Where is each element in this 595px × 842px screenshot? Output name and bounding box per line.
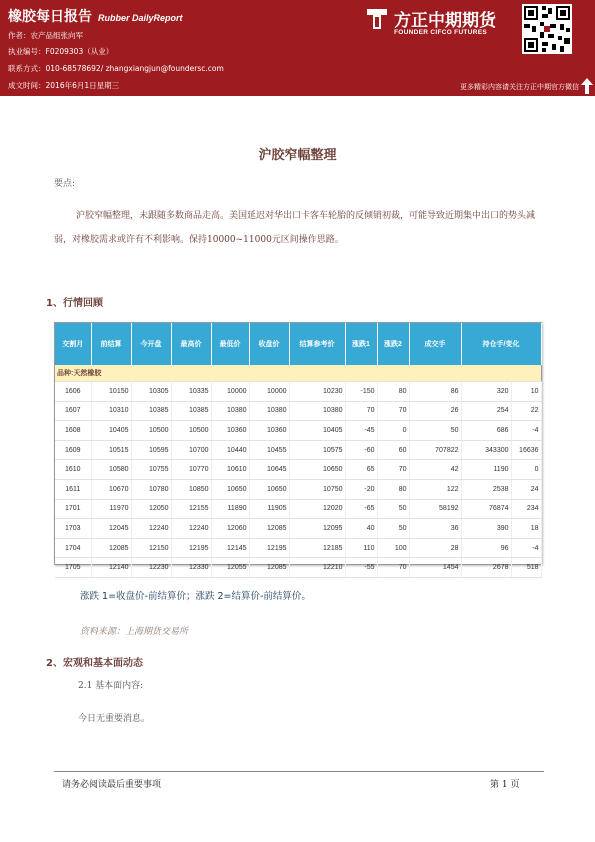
table-row [55, 479, 541, 499]
table-cell: 12140 [91, 558, 131, 578]
table-cell: 1611 [55, 479, 91, 499]
table-cell: 11970 [91, 499, 131, 519]
wechat-note: 更多精彩内容请关注方正中期官方微信 [460, 83, 579, 91]
table-row [55, 460, 541, 480]
table-cell: 50 [377, 519, 409, 539]
table-cell: 10770 [171, 460, 211, 480]
table-row [55, 421, 541, 441]
table-cell: 390 [461, 519, 511, 539]
table-cell: -45 [345, 421, 377, 441]
table-header-cell: 最高价 [171, 323, 211, 365]
table-row [55, 558, 541, 578]
table-cell: 1607 [55, 401, 91, 421]
table-cell: 10000 [249, 382, 289, 402]
table-cell: 10580 [91, 460, 131, 480]
section-heading-macro: 2、宏观和基本面动态 [46, 658, 143, 669]
table-cell: 10780 [131, 479, 171, 499]
table-cell: 234 [511, 499, 541, 519]
data-source: 资料来源：上海期货交易所 [80, 627, 189, 637]
table-cell: 343300 [461, 440, 511, 460]
table-cell: 65 [345, 460, 377, 480]
table-cell: -55 [345, 558, 377, 578]
table-cell: -4 [511, 538, 541, 558]
table-cell: 12240 [131, 519, 171, 539]
table-cell: 12330 [171, 558, 211, 578]
table-cell: 40 [345, 519, 377, 539]
table-cell: 1190 [461, 460, 511, 480]
table-cell: 1610 [55, 460, 91, 480]
table-cell: 10360 [211, 421, 249, 441]
table-cell: 76874 [461, 499, 511, 519]
table-header-cell: 涨跌2 [377, 323, 409, 365]
table-cell: 10500 [171, 421, 211, 441]
table-cell: 10500 [131, 421, 171, 441]
table-cell: 686 [461, 421, 511, 441]
table-cell: 1701 [55, 499, 91, 519]
report-title-en: Rubber DailyReport [98, 13, 183, 23]
table-cell: 10385 [131, 401, 171, 421]
table-cell: 10230 [289, 382, 345, 402]
footer-disclaimer: 请务必阅读最后重要事项 [62, 780, 162, 790]
market-table [55, 323, 542, 578]
table-cell: -150 [345, 382, 377, 402]
section-heading-market-review: 1、行情回顾 [46, 298, 103, 309]
table-header-row [55, 323, 541, 365]
summary-paragraph: 沪胶窄幅整理，未跟随多数商品走高。美国延迟对华出口卡客车轮胎的反倾销初裁，可能导致近期集中出口的势头减弱，对橡胶需求或许有不利影响。保持10000~11000元区间操作思路。 [54, 211, 536, 245]
table-cell: 10455 [249, 440, 289, 460]
table-cell: 10650 [249, 479, 289, 499]
table-header-cell: 持仓手/变化 [461, 323, 541, 365]
table-cell: 10650 [211, 479, 249, 499]
page-title: 沪胶窄幅整理 [258, 148, 337, 163]
table-cell: 12095 [289, 519, 345, 539]
table-cell: 10380 [249, 401, 289, 421]
table-cell: 10850 [171, 479, 211, 499]
table-cell: 2678 [461, 558, 511, 578]
table-cell: 1704 [55, 538, 91, 558]
table-cell: 10335 [171, 382, 211, 402]
table-cell: 12045 [91, 519, 131, 539]
table-cell: 70 [377, 401, 409, 421]
formula-note: 涨跌 1=收盘价-前结算价；涨跌 2=结算价-前结算价。 [80, 591, 311, 602]
table-cell: 10610 [211, 460, 249, 480]
logo-text-cn: 方正中期期货 [394, 11, 496, 31]
table-row [55, 519, 541, 539]
variety-row [55, 365, 541, 382]
table-cell: 36 [409, 519, 461, 539]
table-cell: 12085 [249, 519, 289, 539]
table-cell: 12055 [211, 558, 249, 578]
table-cell: 518 [511, 558, 541, 578]
table-cell: 26 [409, 401, 461, 421]
subsection-heading: 2.1 基本面内容: [78, 681, 144, 691]
table-cell: 707822 [409, 440, 461, 460]
table-header-cell: 交割月 [55, 323, 91, 365]
table-cell: 12145 [211, 538, 249, 558]
table-cell: 10405 [289, 421, 345, 441]
table-cell: 10595 [131, 440, 171, 460]
table-cell: 80 [377, 382, 409, 402]
table-cell: 28 [409, 538, 461, 558]
table-cell: 12240 [171, 519, 211, 539]
no-news-text: 今日无重要消息。 [78, 714, 151, 724]
wechat-qr-code-icon [522, 4, 572, 54]
author-line: 作者：农产品组张向军 [8, 31, 83, 40]
table-cell: 0 [377, 421, 409, 441]
table-cell: 12210 [289, 558, 345, 578]
logo-mark-icon [364, 6, 390, 32]
table-cell: 10700 [171, 440, 211, 460]
table-cell: 16636 [511, 440, 541, 460]
table-cell: 96 [461, 538, 511, 558]
table-header-cell: 前结算 [91, 323, 131, 365]
table-cell: 70 [345, 401, 377, 421]
table-cell: 10670 [91, 479, 131, 499]
table-header-cell: 今开盘 [131, 323, 171, 365]
table-cell: 70 [377, 460, 409, 480]
table-row [55, 538, 541, 558]
table-header-cell: 最低价 [211, 323, 249, 365]
logo-text-en: FOUNDER CIFCO FUTURES [394, 29, 487, 36]
table-row [55, 401, 541, 421]
table-cell: 70 [377, 558, 409, 578]
table-cell: 86 [409, 382, 461, 402]
table-cell: 0 [511, 460, 541, 480]
table-cell: 10385 [171, 401, 211, 421]
table-cell: 122 [409, 479, 461, 499]
report-title-cn: 橡胶每日报告 [8, 9, 92, 25]
variety-label: 品种:天然橡胶 [55, 365, 541, 382]
table-cell: 1608 [55, 421, 91, 441]
table-cell: 10515 [91, 440, 131, 460]
table-cell: 50 [409, 421, 461, 441]
table-cell: 1703 [55, 519, 91, 539]
table-cell: 1454 [409, 558, 461, 578]
table-cell: 1606 [55, 382, 91, 402]
table-cell: 100 [377, 538, 409, 558]
table-header-cell: 收盘价 [249, 323, 289, 365]
table-cell: 110 [345, 538, 377, 558]
table-cell: 10645 [249, 460, 289, 480]
table-cell: -20 [345, 479, 377, 499]
keypoints-label: 要点: [54, 179, 76, 189]
table-cell: 12085 [249, 558, 289, 578]
table-cell: 10380 [211, 401, 249, 421]
table-cell: 12185 [289, 538, 345, 558]
table-row [55, 440, 541, 460]
table-cell: 10310 [91, 401, 131, 421]
table-cell: 10000 [211, 382, 249, 402]
table-cell: 12195 [249, 538, 289, 558]
table-cell: 10650 [289, 460, 345, 480]
table-cell: 58192 [409, 499, 461, 519]
table-cell: 10305 [131, 382, 171, 402]
table-cell: -4 [511, 421, 541, 441]
table-cell: 10360 [249, 421, 289, 441]
date-line: 成文时间：2016年6月1日星期三 [8, 81, 120, 90]
table-row [55, 382, 541, 402]
table-header-cell: 涨跌1 [345, 323, 377, 365]
table-cell: 12020 [289, 499, 345, 519]
table-cell: 10440 [211, 440, 249, 460]
table-cell: 254 [461, 401, 511, 421]
table-cell: 11905 [249, 499, 289, 519]
table-cell: 22 [511, 401, 541, 421]
table-cell: 42 [409, 460, 461, 480]
table-cell: 12085 [91, 538, 131, 558]
table-cell: -65 [345, 499, 377, 519]
table-cell: 11890 [211, 499, 249, 519]
table-cell: 80 [377, 479, 409, 499]
table-cell: 18 [511, 519, 541, 539]
table-cell: 10380 [289, 401, 345, 421]
page-number: 第 1 页 [490, 780, 520, 790]
table-cell: 12195 [171, 538, 211, 558]
table-cell: 1705 [55, 558, 91, 578]
license-line: 执业编号：F0209303（从业） [8, 47, 114, 56]
table-header-cell: 结算参考价 [289, 323, 345, 365]
table-cell: 1609 [55, 440, 91, 460]
table-cell: 50 [377, 499, 409, 519]
table-row [55, 499, 541, 519]
table-cell: 24 [511, 479, 541, 499]
table-cell: 320 [461, 382, 511, 402]
table-cell: -60 [345, 440, 377, 460]
table-cell: 12155 [171, 499, 211, 519]
table-cell: 10750 [289, 479, 345, 499]
footer-divider [54, 771, 544, 772]
table-cell: 12050 [131, 499, 171, 519]
table-cell: 10575 [289, 440, 345, 460]
table-cell: 10 [511, 382, 541, 402]
report-header [0, 0, 595, 96]
table-cell: 12150 [131, 538, 171, 558]
table-header-cell: 成交手 [409, 323, 461, 365]
contact-line: 联系方式：010-68578692/ zhangxiangjun@foundersc.com [8, 64, 224, 73]
table-cell: 10150 [91, 382, 131, 402]
table-cell: 12230 [131, 558, 171, 578]
table-cell: 12060 [211, 519, 249, 539]
company-logo [364, 6, 512, 40]
table-cell: 10405 [91, 421, 131, 441]
table-cell: 2538 [461, 479, 511, 499]
report-title [8, 6, 183, 26]
up-arrow-icon [581, 78, 593, 94]
table-cell: 60 [377, 440, 409, 460]
wechat-note-bar [0, 78, 595, 96]
table-cell: 10755 [131, 460, 171, 480]
